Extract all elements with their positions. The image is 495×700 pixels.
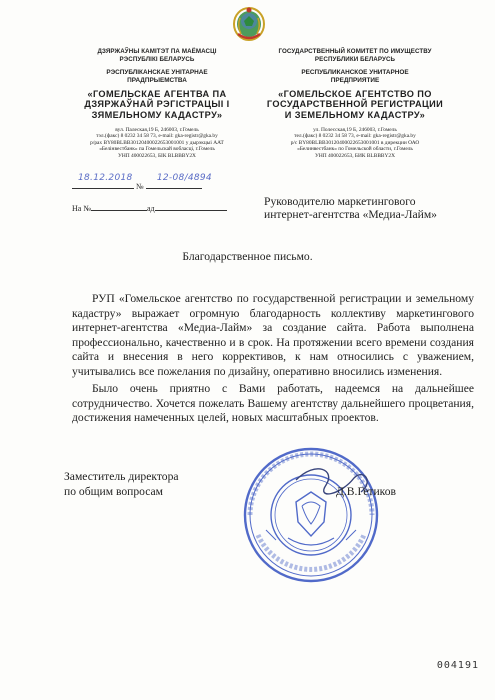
official-stamp-icon [236, 440, 386, 590]
handwritten-number: 12-08/4894 [156, 173, 212, 183]
addressee [264, 195, 464, 221]
header-left-line1: ДЗЯРЖАЎНЫ КАМІТЭТ ПА МАЁМАСЦІ [97, 48, 217, 55]
header-right-addr5: УНП 400022653, БИК BLBBBY2X [315, 152, 395, 159]
header-left-addr3: р/рах BY80BLBB30120400022653001001 у дырэкцыі ААТ [90, 139, 224, 146]
body-paragraph-2: Было очень приятно с Вами работать, надеемся на дальнейшее сотрудничество. Хочется пожелать Вашему агентству дальнейшего процветания, достижения намеченных целей, новых масштабных проектов. [72, 382, 474, 424]
addressee-line1: Руководителю маркетингового [264, 195, 416, 208]
reference-middle: ад [146, 204, 155, 213]
header-left-belarusian [72, 48, 242, 160]
header-left-addr2: тэл.(факс) 8 0232 34 58 73, e-mail: gka-registr@gka.by [96, 133, 218, 140]
addressee-line2: интернет-агентства «Медиа-Лайм» [264, 208, 437, 222]
handwritten-date: 18.12.2018 [78, 173, 133, 183]
header-right-line2: РЕСПУБЛИКИ БЕЛАРУСЬ [314, 55, 396, 63]
reference-prefix: На № [72, 204, 91, 213]
header-right-russian [260, 48, 450, 160]
header-left-name2: ДЗЯРЖАЎНАЙ РЭГІСТРАЦЫІ І [84, 99, 230, 110]
header-left-line4: ПРАДПРЫЕМСТВА [127, 76, 187, 84]
header-right-addr3: р/с BY80BLBB30120400022653001001 в дирекции ОАО [290, 139, 420, 146]
header-right-line4: ПРЕДПРИЯТИЕ [330, 76, 380, 84]
signatory-position-line2: по общим вопросам [64, 484, 164, 498]
header-left-line3: РЭСПУБЛІКАНСКАЕ УНІТАРНАЕ [106, 69, 208, 77]
body-paragraph-1: РУП «Гомельское агентство по государственной регистрации и земельному кадастру» выражает огромную благодарность коллективу маркетингового интернет-агентства «Медиа-Лайм» за создание сайта. Работа выполнена профессионально, качественно и в срок. На протяжении всего времени создания сайта и внесения в него коррективов, к нам относились с уважением, учитывались все пожелания по дизайну, оперативно вносились изменения. [72, 292, 474, 378]
national-emblem-icon [232, 4, 266, 42]
header-left-name1: «ГОМЕЛЬСКАЕ АГЕНТВА ПА [87, 88, 227, 99]
header-left-addr1: вул. Палеская,19 Б, 246003, г.Гомель [115, 126, 199, 133]
header-left-addr5: УНП 400022653, БІК BLBBBY2X [118, 152, 196, 159]
reference-line [72, 202, 227, 213]
serial-number: 004191 [436, 660, 479, 671]
header-right-name3: И ЗЕМЕЛЬНОМУ КАДАСТРУ» [284, 109, 426, 120]
handwritten-date-number [78, 173, 212, 183]
header-right-line1: ГОСУДАРСТВЕННЫЙ КОМИТЕТ ПО ИМУЩЕСТВУ [278, 48, 432, 55]
header-left-addr4: «Белінвестбанк» па Гомельскай вобласці, г.Гомель [99, 146, 215, 153]
header-left-name3: ЗЯМЕЛЬНОМУ КАДАСТРУ» [91, 109, 223, 120]
letter-title: Благодарственное письмо. [182, 250, 313, 263]
header-right-addr4: «Белинвестбанк» по Гомельской области, г.Гомель [297, 146, 413, 153]
signatory-name: Д.В.Гетиков [336, 485, 396, 498]
header-right-name2: ГОСУДАРСТВЕННОЙ РЕГИСТРАЦИИ [266, 99, 444, 110]
header-right-addr2: тел.(факс) 8 0232 34 58 73, e-mail: gka-registr@gka.by [294, 133, 416, 140]
header-right-addr1: ул. Полесская,19 Б, 246003, г.Гомель [313, 126, 397, 133]
header-right-line3: РЕСПУБЛИКАНСКОЕ УНИТАРНОЕ [301, 69, 409, 77]
letter-body [72, 292, 474, 426]
number-label: № [136, 182, 144, 191]
signatory-position-line1: Заместитель директора [64, 470, 179, 483]
signatory-position [64, 470, 179, 499]
header-right-name1: «ГОМЕЛЬСКОЕ АГЕНТСТВО ПО [278, 88, 432, 99]
header-left-line2: РЭСПУБЛІКІ БЕЛАРУСЬ [119, 55, 195, 63]
